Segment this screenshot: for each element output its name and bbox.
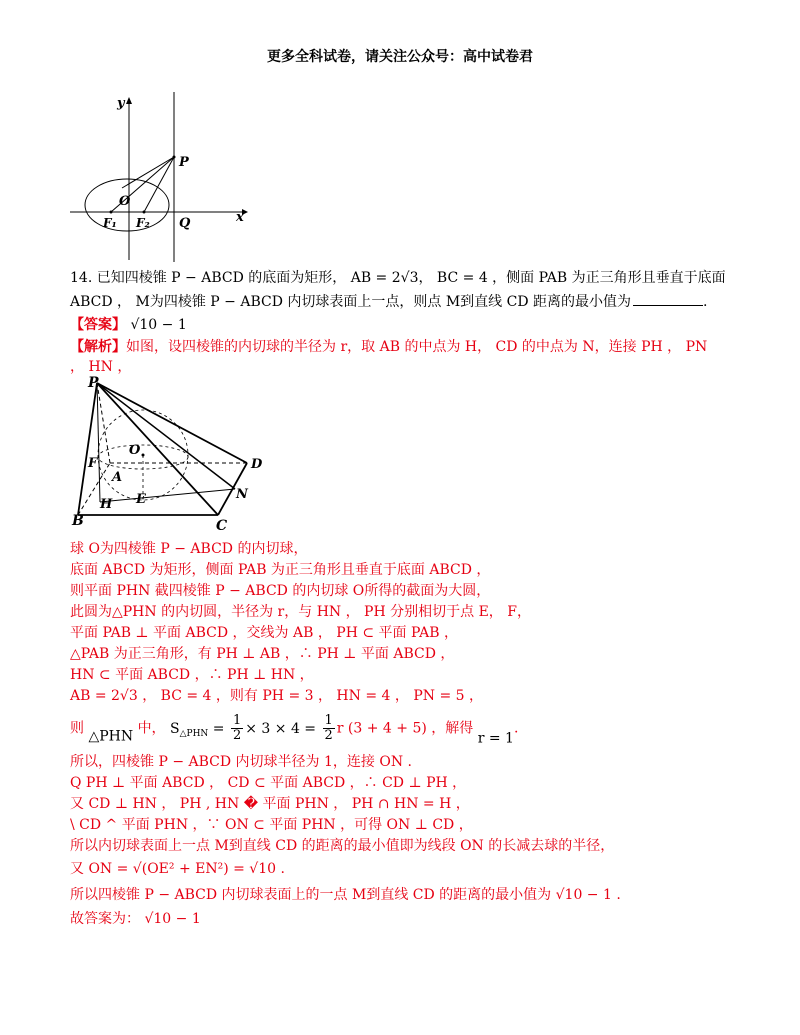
point-o-label: O bbox=[119, 194, 131, 209]
solution-line-7: HN ⊂ 平面 ABCD ，∴ PH ⊥ HN ， bbox=[70, 667, 314, 683]
solution-line-3: 则平面 PHN 截四棱锥 P − ABCD 的内切球 O所得的截面为大圆， bbox=[70, 583, 491, 599]
solution2-line-8: 故答案为： √10 − 1 bbox=[70, 911, 201, 927]
page-header: 更多全科试卷，请关注公众号：高中试卷君 bbox=[267, 49, 533, 65]
analysis-line-2: ， HN ， bbox=[70, 359, 132, 375]
solution-line-6: △PAB 为正三角形，有 PH ⊥ AB ，∴ PH ⊥ 平面 ABCD ， bbox=[70, 646, 455, 662]
solution-line-4: 此圆为△PHN 的内切圆，半径为 r，与 HN ， PH 分别相切于点 E， F， bbox=[70, 604, 531, 620]
pyr-label-a: A bbox=[112, 470, 123, 485]
area-s-sub: △PHN bbox=[179, 728, 209, 739]
area-end: . bbox=[513, 720, 519, 737]
solution-line-2: 底面 ABCD 为矩形，侧面 PAB 为正三角形且垂直于底面 ABCD ， bbox=[70, 562, 491, 578]
frac-a-num: 1 bbox=[232, 713, 242, 728]
pyr-label-p: P bbox=[88, 375, 99, 391]
problem-line-2-text: ABCD ， M为四棱锥 P − ABCD 内切球表面上一点，则点 M到直线 CD 距离的最小值为 bbox=[70, 294, 631, 310]
fraction-one-half-b bbox=[323, 714, 335, 743]
area-r-part: r (3 + 4 + 5) ，解得 bbox=[336, 720, 474, 737]
solution-line-5: 平面 PAB ⊥ 平面 ABCD ，交线为 AB ， PH ⊂ 平面 PAB ， bbox=[70, 625, 458, 641]
solution2-line-2: Q PH ⊥ 平面 ABCD ， CD ⊂ 平面 ABCD ，∴ CD ⊥ PH ， bbox=[70, 775, 467, 791]
frac-a-den: 2 bbox=[232, 728, 242, 743]
solution-line-1: 球 O为四棱锥 P − ABCD 的内切球， bbox=[70, 541, 308, 557]
pyr-label-n: N bbox=[236, 487, 248, 502]
problem-line-2 bbox=[70, 293, 707, 311]
frac-b-num: 1 bbox=[324, 713, 333, 728]
pyr-label-b: B bbox=[72, 513, 84, 529]
pyr-label-o: O bbox=[129, 443, 141, 458]
pyr-label-f: F bbox=[88, 456, 98, 471]
area-prefix: 则 bbox=[70, 720, 84, 737]
point-f1-label: F₁ bbox=[103, 216, 117, 230]
answer-line bbox=[70, 316, 187, 334]
frac-b-den: 2 bbox=[324, 728, 333, 743]
solution-line-8: AB = 2√3 ， BC = 4 ，则有 PH = 3 ， HN = 4 ， PN = 5 ， bbox=[70, 688, 483, 704]
point-q-label: Q bbox=[179, 216, 191, 231]
area-mid: 中， bbox=[137, 720, 166, 737]
answer-value: √10 − 1 bbox=[130, 317, 187, 333]
pyramid-figure bbox=[70, 375, 270, 535]
pyr-label-d: D bbox=[251, 457, 263, 472]
solution2-line-6: 又 ON = √(OE² + EN²) = √10 . bbox=[70, 861, 285, 877]
pyr-label-h: H bbox=[100, 497, 113, 512]
solution2-line-1: 所以，四棱锥 P − ABCD 内切球半径为 1，连接 ON . bbox=[70, 754, 412, 770]
area-eq: = bbox=[208, 720, 229, 737]
area-result: r = 1 bbox=[477, 730, 514, 747]
area-s: S bbox=[170, 720, 180, 737]
point-f2-label: F₂ bbox=[136, 216, 150, 230]
area-equation-line bbox=[70, 714, 518, 749]
answer-blank bbox=[633, 293, 703, 306]
fraction-one-half-a bbox=[231, 714, 243, 743]
pyr-label-e: E bbox=[136, 492, 146, 507]
x-axis-label: x bbox=[236, 210, 244, 225]
solution2-line-4: \ CD ^ 平面 PHN ，∵ ON ⊂ 平面 PHN ，可得 ON ⊥ CD ， bbox=[70, 817, 473, 833]
area-times: × 3 × 4 = bbox=[245, 720, 321, 737]
pyr-label-c: C bbox=[216, 518, 228, 534]
area-triangle: △PHN bbox=[88, 728, 134, 745]
problem-line-2-end: . bbox=[703, 294, 708, 310]
solution2-line-7: 所以四棱锥 P − ABCD 内切球表面上的一点 M到直线 CD 的距离的最小值为 √10 − 1 . bbox=[70, 887, 621, 903]
problem-line-1: 14. 已知四棱锥 P − ABCD 的底面为矩形， AB = 2√3， BC = 4 ，侧面 PAB 为正三角形且垂直于底面 bbox=[70, 270, 726, 286]
solution2-line-3: 又 CD ⊥ HN ， PH , HN � 平面 PHN ， PH ∩ HN = H ， bbox=[70, 796, 470, 812]
point-p-label: P bbox=[179, 155, 189, 170]
solution2-line-5: 所以内切球表面上一点 M到直线 CD 的距离的最小值即为线段 ON 的长减去球的半径， bbox=[70, 838, 615, 854]
answer-tag: 【答案】 bbox=[70, 317, 126, 333]
ellipse-figure bbox=[62, 90, 262, 265]
analysis-tag: 【解析】 bbox=[70, 339, 126, 355]
y-axis-label: y bbox=[117, 96, 125, 111]
analysis-line-1 bbox=[70, 338, 707, 356]
analysis-text-1: 如图，设四棱锥的内切球的半径为 r，取 AB 的中点为 H， CD 的中点为 N，连接 PH ， PN bbox=[126, 339, 708, 355]
